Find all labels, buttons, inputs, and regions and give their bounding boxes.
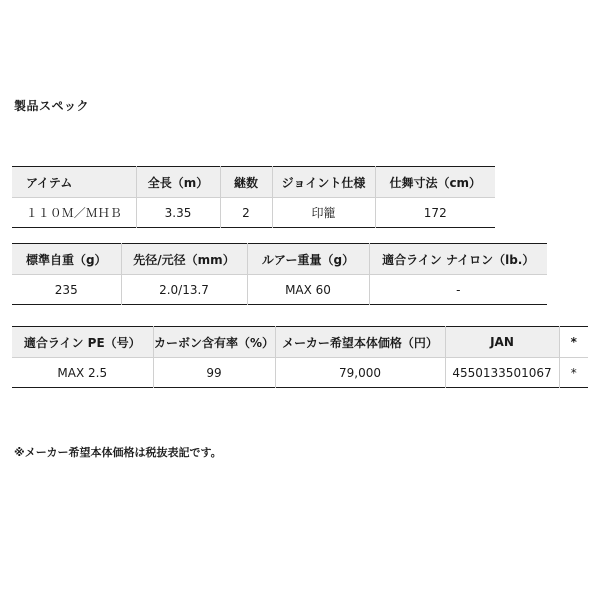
cell-line-nylon: -	[369, 275, 547, 305]
spec-table-1	[12, 166, 495, 228]
cell-sections: 2	[220, 198, 272, 228]
header-tip-butt-diameter: 先径/元径（mm）	[121, 244, 247, 275]
cell-lure-weight: MAX 60	[247, 275, 369, 305]
table-header-row	[12, 244, 547, 275]
cell-length: 3.35	[136, 198, 220, 228]
header-price: メーカー希望本体価格（円）	[275, 327, 445, 358]
header-line-pe: 適合ライン PE（号）	[12, 327, 153, 358]
table-header-row	[12, 167, 495, 198]
header-sections: 継数	[220, 167, 272, 198]
header-weight: 標準自重（g）	[12, 244, 121, 275]
cell-price: 79,000	[275, 358, 445, 388]
header-lure-weight: ルアー重量（g）	[247, 244, 369, 275]
cell-jan: 4550133501067	[445, 358, 559, 388]
cell-joint-type: 印籠	[272, 198, 375, 228]
header-joint-type: ジョイント仕様	[272, 167, 375, 198]
cell-weight: 235	[12, 275, 121, 305]
header-jan: JAN	[445, 327, 559, 358]
table-row	[12, 198, 495, 228]
cell-asterisk: *	[559, 358, 588, 388]
header-item: アイテム	[12, 167, 136, 198]
header-line-nylon: 適合ライン ナイロン（lb.）	[369, 244, 547, 275]
header-length: 全長（m）	[136, 167, 220, 198]
table-row	[12, 275, 547, 305]
header-closed-length: 仕舞寸法（cm）	[375, 167, 495, 198]
header-carbon-content: カーボン含有率（%）	[153, 327, 275, 358]
cell-carbon-content: 99	[153, 358, 275, 388]
spec-table-3	[12, 326, 588, 388]
header-asterisk: *	[559, 327, 588, 358]
table-header-row	[12, 327, 588, 358]
cell-tip-butt-diameter: 2.0/13.7	[121, 275, 247, 305]
cell-line-pe: MAX 2.5	[12, 358, 153, 388]
price-footnote: ※メーカー希望本体価格は税抜表記です。	[14, 446, 222, 459]
page-title: 製品スペック	[14, 99, 90, 113]
cell-closed-length: 172	[375, 198, 495, 228]
spec-table-2	[12, 243, 547, 305]
cell-item: １１０Ｍ／ＭＨＢ	[12, 198, 136, 228]
table-row	[12, 358, 588, 388]
